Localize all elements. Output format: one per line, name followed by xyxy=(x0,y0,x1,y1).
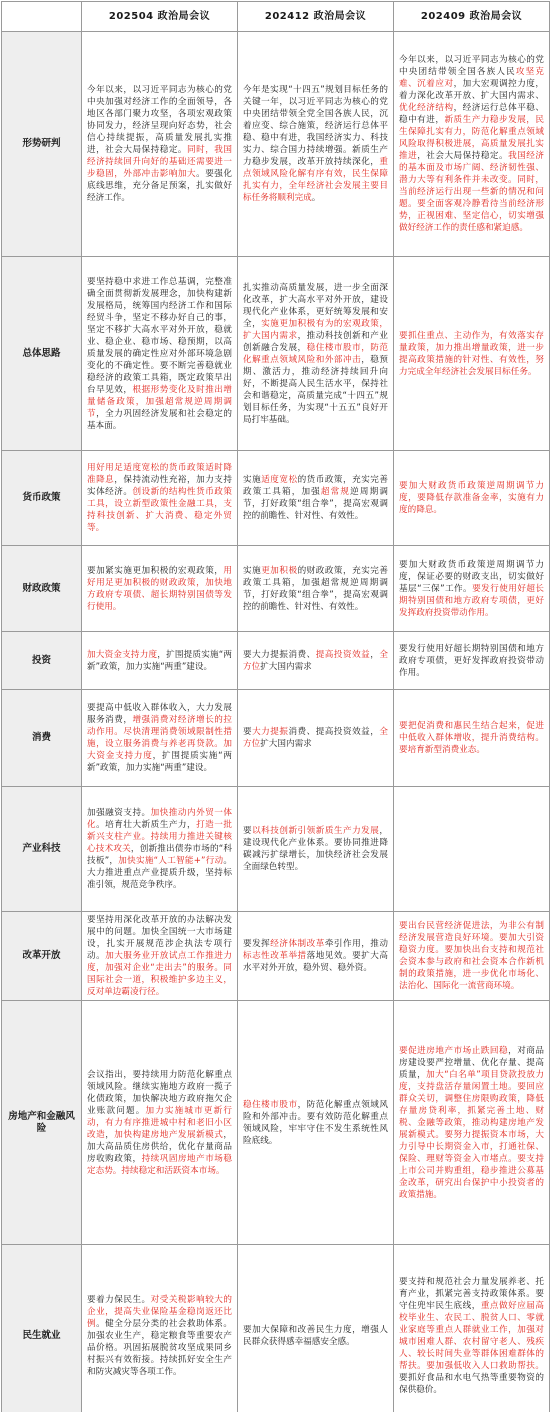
highlighted-text: 全方位 xyxy=(243,649,388,672)
policy-comparison-table xyxy=(1,1,550,1412)
cell-text: 要发行使用好超长期特别国债和地方政府专项债，更好发挥政府投资带动作用。 xyxy=(399,643,544,678)
cell-202412 xyxy=(238,257,394,451)
row-label: 产业科技 xyxy=(2,787,82,912)
cell-text: 要加紧实施更加积极的宏观政策， xyxy=(87,565,224,576)
cell-text: 消费、提高投资效益， xyxy=(288,727,380,737)
highlighted-text: 稳住楼市股市，防范化解重点领域风险和外部冲击 xyxy=(243,342,388,365)
highlighted-text: 要加大财政货币政策逆周期调节力度，要降低存款准备金率，实施有力度的降息。 xyxy=(399,481,544,515)
highlighted-text: 适度宽松 xyxy=(261,475,298,485)
highlighted-text: 以科技创新引领新质生产力发展 xyxy=(252,826,380,836)
highlighted-text: 加大资金支持力度 xyxy=(87,649,158,660)
row-label: 总体思路 xyxy=(2,257,82,451)
cell-text: 扩大国内需求 xyxy=(260,661,312,672)
highlighted-text: 要抓住重点、主动作为，有效落实存量政策，加力推出增量政策，进一步提高政策措施的针对性、有效性，努力完成全年经济社会发展目标任务。 xyxy=(399,330,544,377)
highlighted-text: 用好用足适度宽松的货币政策适时降准降息 xyxy=(87,463,232,485)
header-202409: 202409 政治局会议 xyxy=(394,2,550,32)
table-row xyxy=(2,690,550,787)
cell-text: 要着力保民生。 xyxy=(87,1294,151,1305)
highlighted-text: 新质生产力稳步发展，民生保障扎实有力，防范化解重点领域风险取得积极进展，高质量发展扎实推进 xyxy=(399,115,544,161)
highlighted-text: 要发行使用好超长期特别国债和地方政府专项债，更好发挥政府投资带动作用。 xyxy=(399,583,544,618)
highlighted-text: 用好用足更加积极的财政政策，加快地方政府专项债、超长期特别国债等发行使用。 xyxy=(87,565,232,612)
cell-text: 。要强化底线思维，充分备足预案，扎实做好经济工作。 xyxy=(87,169,232,203)
cell-text: ，稳预期、激活力，推动经济持续回升向好，不断提高人民生活水平，保持社会和谐稳定，高质量完成“十四五”规划目标任务，为实现“十五五”良好开局打牢基础。 xyxy=(243,354,388,425)
highlighted-text: 提高投资效益 xyxy=(315,649,371,660)
cell-202504 xyxy=(82,451,238,546)
cell-202504 xyxy=(82,632,238,690)
cell-text: ，加大高品质住房供给，优化存量商品房收购政策， xyxy=(87,1129,232,1164)
cell-202409 xyxy=(394,451,550,546)
highlighted-text: 重点做好应届高校毕业生、农民工、脱贫人口、零就业家庭等重点人群就业工作，加强对城市困难人群、农村留守老人、残疾人、较长时间失业等群体困难群体的帮扶。要加强低收入人口救助帮扶。 xyxy=(399,1300,544,1371)
cell-text: 。健全分层分类的社会救助体系。加强农业生产，稳定粮食等重要农产品价格。巩固拓展脱贫攻坚成果同乡村振兴有效衔接。持续抓好安全生产和防灾减灾等各项工作。 xyxy=(87,1318,232,1377)
cell-202412 xyxy=(238,32,394,257)
highlighted-text: 标志性改革举措 xyxy=(243,951,307,961)
cell-text: ，加大宏观调控力度，着力深化改革开放、扩大国内需求、 xyxy=(399,79,544,101)
cell-202409 xyxy=(394,1245,550,1412)
cell-202412 xyxy=(238,546,394,632)
cell-text: ，全力巩固经济发展和社会稳定的基本面。 xyxy=(87,408,232,431)
highlighted-text: 打造一批新兴支柱产业。持续用力推进关键核心技术攻关 xyxy=(87,820,232,854)
row-label: 货币政策 xyxy=(2,451,82,546)
cell-202412 xyxy=(238,451,394,546)
cell-text: 的财政政策，充实完善政策工具箱，加强超常规逆周期调节，打好政策“组合拳”，提高宏观调控的前瞻性、针对性、有效性。 xyxy=(243,565,388,612)
row-label: 消费 xyxy=(2,690,82,787)
header-corner xyxy=(2,2,82,32)
cell-202504 xyxy=(82,1245,238,1412)
highlighted-text: 大力提振 xyxy=(252,727,289,737)
cell-text: 落地见效。要扩大高水平对外开放，稳外贸、稳外资。 xyxy=(243,951,388,973)
cell-text: 要加大保障和改善民生力度，增强人民群众获得感幸福感安全感。 xyxy=(243,1324,388,1347)
cell-text: ，经济运行总体平稳、稳中有进， xyxy=(399,103,544,125)
highlighted-text: 加力实施城市更新行动，有力有序推进城中村和老旧小区改造 xyxy=(87,1105,232,1140)
table-row xyxy=(2,632,550,690)
highlighted-text: 我国经济的基本面及市场广阔、经济韧性强、潜力大等有利条件并未改变。同时，当前经济运行出现一些新的情况和问题。要全面客观冷静看待当前经济形势，正视困难、坚定信心，切实增强做好经济工作的责任感和紧迫感。 xyxy=(399,151,544,233)
table-row xyxy=(2,257,550,451)
highlighted-text: 加大“白名单”项目贷款投放力度，支持盘活存量闲置土地。要回应群众关切，调整住房限购政策，降低存量房贷利率，抓紧完善土地、财税、金融等政策，推动构建房地产发展新模式。要努力提振资本市场，大力引导中长期资金入市，打通社保、保险、理财等资金入市堵点。要支持上市公司并购重组，稳步推进公募基金改革，研究出台保护中小投资者的政策措施。 xyxy=(399,1069,544,1200)
highlighted-text: 超常规 xyxy=(320,487,351,497)
highlighted-text: 要把促消费和惠民生结合起来，促进中低收入群体增收，提升消费结构。要培育新型消费业态。 xyxy=(399,721,544,755)
cell-202504 xyxy=(82,690,238,787)
cell-text: ，推动科技创新和产业创新融合发展， xyxy=(243,330,388,353)
highlighted-text: 要促进房地产市场止跌回稳 xyxy=(399,1045,509,1056)
cell-text: 。 xyxy=(311,193,321,203)
cell-text: ，扩围提质实施“两新”政策，加力实施“两重”建设。 xyxy=(87,649,232,672)
cell-202409 xyxy=(394,1001,550,1245)
cell-202504 xyxy=(82,32,238,257)
table-row xyxy=(2,451,550,546)
cell-text: ， xyxy=(105,1129,115,1140)
cell-text: 要坚持稳中求进工作总基调，完整准确全面贯彻新发展理念，加快构建新发展格局，统筹国内经济工作和国际经贸斗争，坚定不移办好自己的事，坚定不移扩大高水平对外开放，稳就业、稳企业、稳市场、稳预期，以高质量发展的确定性应对外部环境急剧变化的不确定性。要不断完善稳就业稳经济的政策工具箱，既定政策早出台早见效， xyxy=(87,276,232,395)
cell-text: 要加大财政货币政策逆周期调节力度，保证必要的财政支出，切实做好基层“三保”工作。 xyxy=(399,559,544,594)
cell-202409 xyxy=(394,690,550,787)
table-row xyxy=(2,912,550,1001)
cell-text: 今年以来，以习近平同志为核心的党中央加强对经济工作的全面领导，各地区各部门聚力攻坚，各项宏观政策协同发力，经济呈现向好态势，社会信心持续提振，高质量发展扎实推进，社会大局保持稳定。 xyxy=(87,85,232,155)
cell-text: ，建设现代化产业体系。要协同推进降碳减污扩绿增长，加快经济社会发展全面绿色转型。 xyxy=(243,826,388,872)
cell-text: 要抓好食品和水电气热等重要物资的保供稳价。 xyxy=(399,1372,544,1395)
cell-text: 要提高中低收入群体收入，大力发展服务消费， xyxy=(87,703,232,725)
highlighted-text: 加大服务业开放试点工作推进力度，加强对企业“走出去”的服务。同国际社会一道，积极维护多边主义，反对单边霸凌行径。 xyxy=(87,951,232,997)
highlighted-text: 攻坚克难、沉着应对 xyxy=(399,67,544,89)
cell-text: ，社会大局保持稳定。 xyxy=(417,151,509,161)
highlighted-text: 更加积极 xyxy=(261,565,298,576)
header-202412: 202412 政治局会议 xyxy=(238,2,394,32)
cell-202412 xyxy=(238,912,394,1001)
highlighted-text: 稳住楼市股市 xyxy=(243,1099,298,1110)
cell-202409 xyxy=(394,257,550,451)
row-label: 民生就业 xyxy=(2,1245,82,1412)
highlighted-text: 全方位 xyxy=(243,727,388,749)
cell-202412 xyxy=(238,787,394,912)
highlighted-text: 创设新的结构性货币政策工具，设立新型政策性金融工具，支持科技创新、扩大消费、稳定外贸等。 xyxy=(87,487,232,533)
cell-text: 会议指出，要持续用力防范化解重点领域风险。继续实施地方政府一揽子化债政策，加快解决地方政府拖欠企业账款问题。 xyxy=(87,1069,232,1116)
cell-text: 要大力提振消费、 xyxy=(243,649,316,660)
cell-text: 要支持和规范社会力量发展养老、托育产业，抓紧完善支持政策体系。要守住兜牢民生底线， xyxy=(399,1276,544,1311)
cell-text: 要 xyxy=(243,826,253,836)
highlighted-text: 优化经济结构 xyxy=(399,103,454,113)
table-row xyxy=(2,32,550,257)
highlighted-text: 加快实施“人工智能+”行动 xyxy=(118,856,224,866)
cell-text: 。大力推进重点产业提质升级，坚持标准引领，规范竞争秩序。 xyxy=(87,856,232,890)
row-label: 房地产和金融风险 xyxy=(2,1001,82,1245)
row-label: 投资 xyxy=(2,632,82,690)
cell-202412 xyxy=(238,632,394,690)
cell-text: ，防范化解重点领域风险和外部冲击。要有效防范化解重点领域风险，牢牢守住不发生系统性风险底线。 xyxy=(243,1099,388,1146)
row-label: 财政政策 xyxy=(2,546,82,632)
cell-text: 今年是实现“十四五”规划目标任务的关键一年，以习近平同志为核心的党中央团结带领全党全国各族人民，沉着应变、综合施策，经济运行总体平稳、稳中有进，我国经济实力、科技实力、综合国力持续增强。新质生产力稳步发展，改革开放持续深化， xyxy=(243,85,388,167)
cell-202504 xyxy=(82,912,238,1001)
highlighted-text: 同时，我国经济持续回升向好的基础还需要进一步稳固，外部冲击影响加大 xyxy=(87,145,232,179)
table-row xyxy=(2,546,550,632)
cell-202409 xyxy=(394,632,550,690)
cell-202412 xyxy=(238,1245,394,1412)
highlighted-text: 增强消费对经济增长的拉动作用。尽快清理消费领域限制性措施，设立服务消费与养老再贷款。加大资金支持力度 xyxy=(87,715,232,761)
cell-text: 加强融资支持。 xyxy=(87,808,151,818)
highlighted-text: 根据形势变化及时推出增量储备政策，加强超常规逆周期调节 xyxy=(87,384,232,419)
highlighted-text: 重点领域风险化解有序有效，民生保障扎实有力，全年经济社会发展主要目标任务将顺利完成 xyxy=(243,157,388,203)
cell-text: 。培育壮大新质生产力， xyxy=(96,820,197,830)
highlighted-text: 加快构建房地产发展新模式 xyxy=(114,1129,224,1140)
table-row xyxy=(2,1001,550,1245)
row-label: 形势研判 xyxy=(2,32,82,257)
cell-202504 xyxy=(82,1001,238,1245)
cell-202409 xyxy=(394,32,550,257)
table-row xyxy=(2,787,550,912)
highlighted-text: 要出台民营经济促进法，为非公有制经济发展营造良好环境。要加大引资稳资力度。要加快出台支持和规范社会资本参与政府和社会资本合作新机制的政策措施，进一步优化市场化、法治化、国际化一流营商环境。 xyxy=(399,921,544,991)
cell-text: 的货币政策，充实完善政策工具箱，加强 xyxy=(243,475,388,497)
table-row xyxy=(2,1245,550,1412)
highlighted-text: 对受关税影响较大的企业，提高失业保险基金稳岗返还比例 xyxy=(87,1294,232,1329)
cell-text: ，保持流动性充裕，加力支持实体经济。 xyxy=(87,475,232,497)
cell-text: 要发挥 xyxy=(243,939,271,949)
cell-text: 扎实推动高质量发展，进一步全面深化改革，扩大高水平对外开放，建设现代化产业体系，更好统筹发展和安全， xyxy=(243,282,388,329)
cell-text: ，扩围提质实施“两新”政策，加力实施“两重”建设。 xyxy=(87,751,232,773)
cell-text: 实施 xyxy=(243,475,262,485)
cell-202409 xyxy=(394,787,550,912)
cell-text: 要坚持用深化改革开放的办法解决发展中的问题。加快全国统一大市场建设，扎实开展规范涉企执法专项行动。 xyxy=(87,915,232,961)
table-body xyxy=(2,32,550,1412)
cell-202409 xyxy=(394,546,550,632)
cell-text: 要 xyxy=(243,727,253,737)
cell-text: ，对商品房建设要严控增量、优化存量、提高质量， xyxy=(399,1045,544,1080)
highlighted-text: 经济体制改革 xyxy=(270,939,325,949)
cell-text: 牵引作用，推动 xyxy=(324,939,388,949)
header-202504: 202504 政治局会议 xyxy=(82,2,238,32)
row-label: 改革开放 xyxy=(2,912,82,1001)
header-row xyxy=(2,2,550,32)
highlighted-text: 加快推动内外贸一体化 xyxy=(87,808,232,830)
cell-202504 xyxy=(82,546,238,632)
cell-text: 逆周期调节，打好政策“组合拳”，提高宏观调控的前瞻性、针对性、有效性。 xyxy=(243,487,388,521)
cell-text: 今年以来，以习近平同志为核心的党中央团结带领全国各族人民 xyxy=(399,55,544,77)
highlighted-text: 实施更加积极有为的宏观政策，扩大国内需求 xyxy=(243,318,388,341)
cell-202412 xyxy=(238,1001,394,1245)
cell-202504 xyxy=(82,787,238,912)
cell-202409 xyxy=(394,912,550,1001)
cell-text: ，创新推出债券市场的“科技板”， xyxy=(87,844,232,866)
cell-text: 扩大国内需求 xyxy=(260,739,312,749)
cell-text: ， xyxy=(370,649,380,660)
cell-text: 实施 xyxy=(243,565,262,576)
highlighted-text: 持续巩固房地产市场稳定态势。持续稳定和活跃资本市场。 xyxy=(87,1153,232,1176)
cell-202504 xyxy=(82,257,238,451)
cell-202412 xyxy=(238,690,394,787)
